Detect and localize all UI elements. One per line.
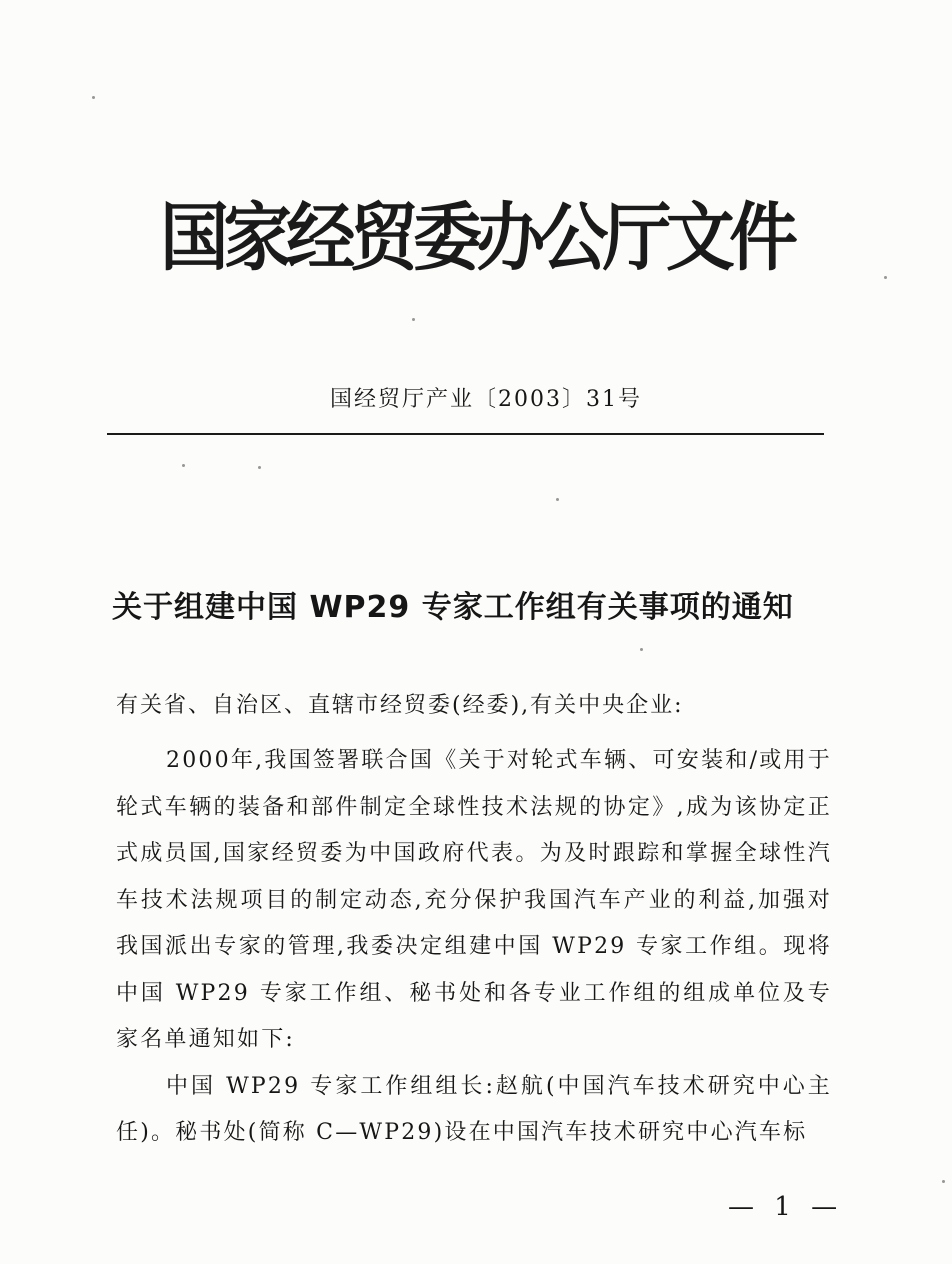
document-number: 国经贸厅产业〔2003〕31号 [330, 387, 642, 412]
scan-speck [942, 1180, 945, 1183]
body-paragraph: 中国 WP29 专家工作组组长:赵航(中国汽车技术研究中心主任)。秘书处(简称 C—WP29)设在中国汽车技术研究中心汽车标 [116, 1073, 832, 1145]
notice-title: 关于组建中国 WP29 专家工作组有关事项的通知 [112, 590, 794, 625]
header-divider [107, 433, 824, 435]
scan-speck [640, 648, 643, 651]
scan-speck [258, 466, 261, 469]
scan-speck [412, 318, 415, 321]
masthead-title: 国家经贸委办公厅文件 [160, 195, 793, 281]
body-paragraph: 2000年,我国签署联合国《关于对轮式车辆、可安装和/或用于轮式车辆的装备和部件制定全球性技术法规的协定》,成为该协定正式成员国,国家经贸委为中国政府代表。为及时跟踪和掌握全球性汽车技术法规项目的制定动态,充分保护我国汽车产业的利益,加强对我国派出专家的管理,我委决定组建中国 WP29 专家工作组。现将中国 WP29 专家工作组、秘书处和各专业工作组的组成单位及专家名单通知如下: [116, 748, 832, 1052]
page-number: — 1 — [728, 1192, 844, 1222]
notice-body [116, 738, 832, 1157]
scan-speck [884, 276, 887, 279]
scan-speck [92, 96, 95, 99]
addressee-line: 有关省、自治区、直辖市经贸委(经委),有关中央企业: [116, 693, 684, 718]
scan-speck [556, 498, 559, 501]
scan-speck [182, 464, 185, 467]
